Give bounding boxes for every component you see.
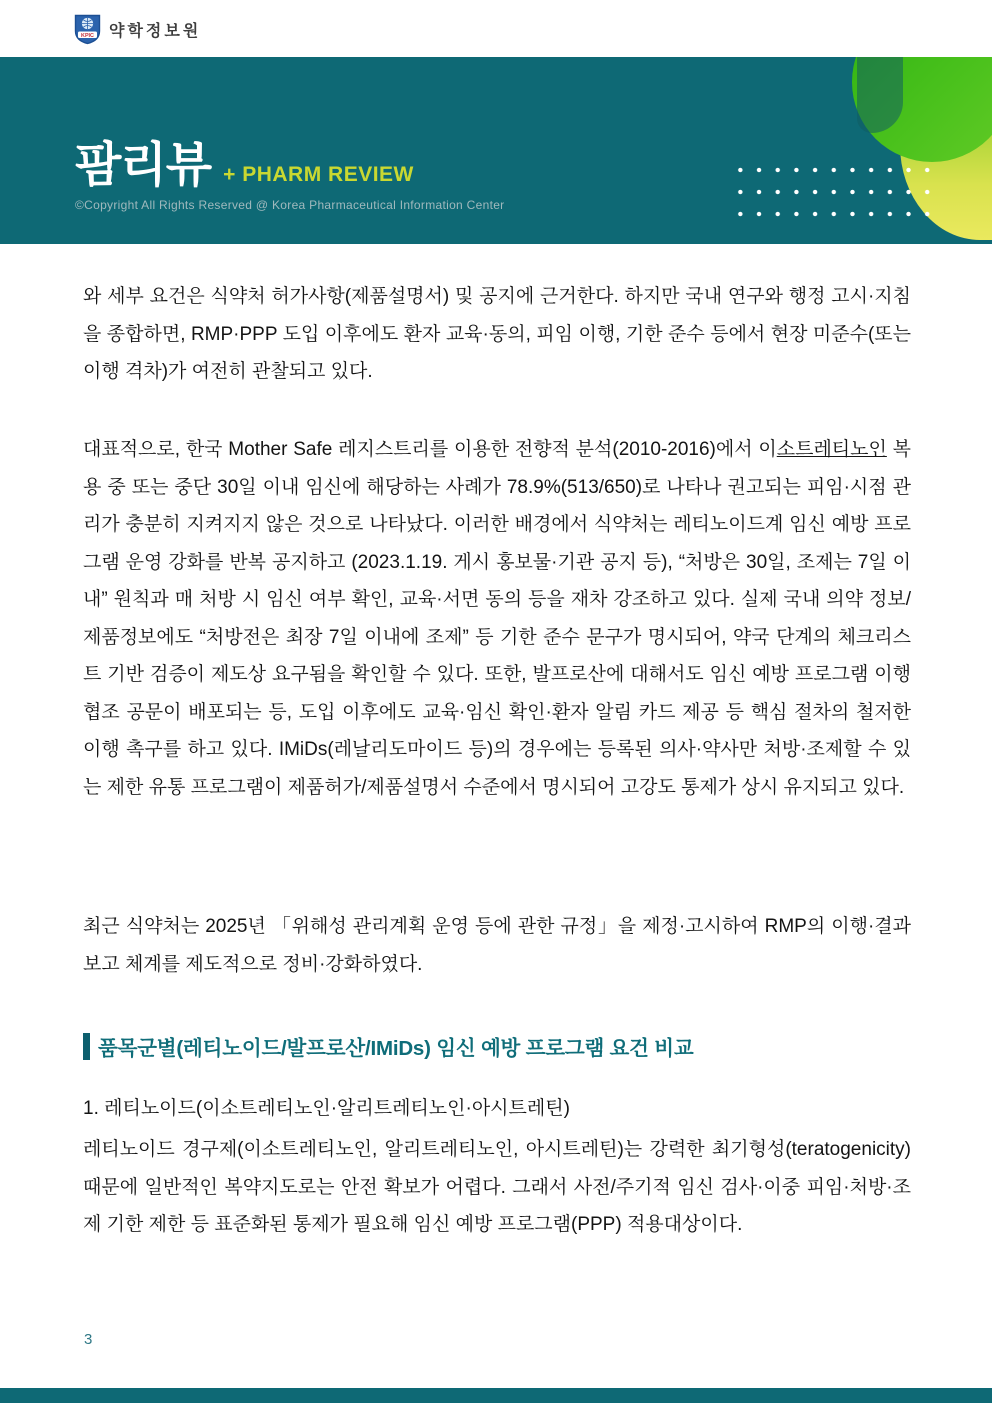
paragraph-recent-regulation: 최근 식약처는 2025년 「위해성 관리계획 운영 등에 관한 규정」을 제정·고시하여 RMP의 이행·결과보고 체계를 제도적으로 정비·강화하였다. bbox=[83, 916, 911, 975]
banner bbox=[0, 57, 992, 244]
paragraph-retinoid-detail: 레티노이드 경구제(이소트레티노인, 알리트레티노인, 아시트레틴)는 강력한 최기형성(teratogenicity) 때문에 일반적인 복약지도로는 안전 확보가 어렵다. 그래서 사전/주기적 임신 검사·이중 피임·처방·조제 기한 제한 등 표준화된 통제가 필요해 임신 예방 프로그램(PPP) 적용대상이다. bbox=[83, 1139, 911, 1235]
numbered-item-retinoid: 1. 레티노이드(이소트레티노인·알리트레티노인·아시트레틴) bbox=[83, 1098, 570, 1119]
dots-pattern-decoration bbox=[731, 159, 937, 225]
kpic-shield-icon bbox=[74, 14, 101, 45]
underlined-text: 소트레티노인 bbox=[776, 439, 887, 460]
banner-subtitle: + PHARM REVIEW bbox=[223, 162, 414, 186]
section-heading bbox=[83, 1031, 911, 1061]
logo-text: 약학정보원 bbox=[109, 23, 202, 40]
paragraph-intro-continuation: 와 세부 요건은 식약처 허가사항(제품설명서) 및 공지에 근거한다. 하지만 국내 연구와 행정 고시·지침을 종합하면, RMP·PPP 도입 이후에도 환자 교육·동의, 피임 이행, 기한 준수 등에서 현장 미준수(또는 이행 격차)가 여전히 관찰되고 있다. bbox=[83, 286, 911, 382]
paragraph-evidence-and-enforcement: 대표적으로, 한국 Mother Safe 레지스트리를 이용한 전향적 분석(2010-2016)에서 이소트레티노인 복용 중 또는 중단 30일 이내 임신에 해당하는 사례가 78.9%(513/650)로 나타나 권고되는 피임·시점 관리가 충분히 지켜지지 않은 것으로 나타났다. 이러한 배경에서 식약처는 레티노이드계 임신 예방 프로그램 운영 강화를 반복 공지하고 (2023.1.19. 게시 홍보물·기관 공지 등), “처방은 30일, 조제는 7일 이내” 원칙과 매 처방 시 임신 여부 확인, 교육·서면 동의 등을 재차 강조하고 있다. 실제 국내 의약 정보/제품정보에도 “처방전은 최장 7일 이내에 조제” 등 기한 준수 문구가 명시되어, 약국 단계의 체크리스트 기반 검증이 제도상 요구됨을 확인할 수 있다. 또한, 발프로산에 대해서도 임신 예방 프로그램 이행 협조 공문이 배포되는 등, 도입 이후에도 교육·임신 확인·환자 알림 카드 제공 등 핵심 절차의 철저한 이행 촉구를 하고 있다. IMiDs(레날리도마이드 등)의 경우에는 등록된 의사·약사만 처방·조제할 수 있는 제한 유통 프로그램이 제품허가/제품설명서 수준에서 명시되어 고강도 통제가 상시 유지되고 있다. bbox=[83, 439, 911, 798]
kpic-logo bbox=[74, 14, 201, 45]
banner-title: 팜리뷰 bbox=[75, 139, 212, 192]
banner-title-row bbox=[75, 141, 414, 191]
top-header bbox=[0, 0, 992, 57]
section-heading-text: 품목군별(레티노이드/발프로산/IMiDs) 임신 예방 프로그램 요건 비교 bbox=[98, 1037, 694, 1060]
footer-bar bbox=[0, 1388, 992, 1403]
kpic-badge-text: KPIC bbox=[81, 32, 94, 39]
banner-copyright: ©Copyright All Rights Reserved @ Korea Pharmaceutical Information Center bbox=[75, 198, 505, 212]
heading-accent-bar bbox=[83, 1033, 90, 1060]
page-number: 3 bbox=[84, 1331, 93, 1348]
